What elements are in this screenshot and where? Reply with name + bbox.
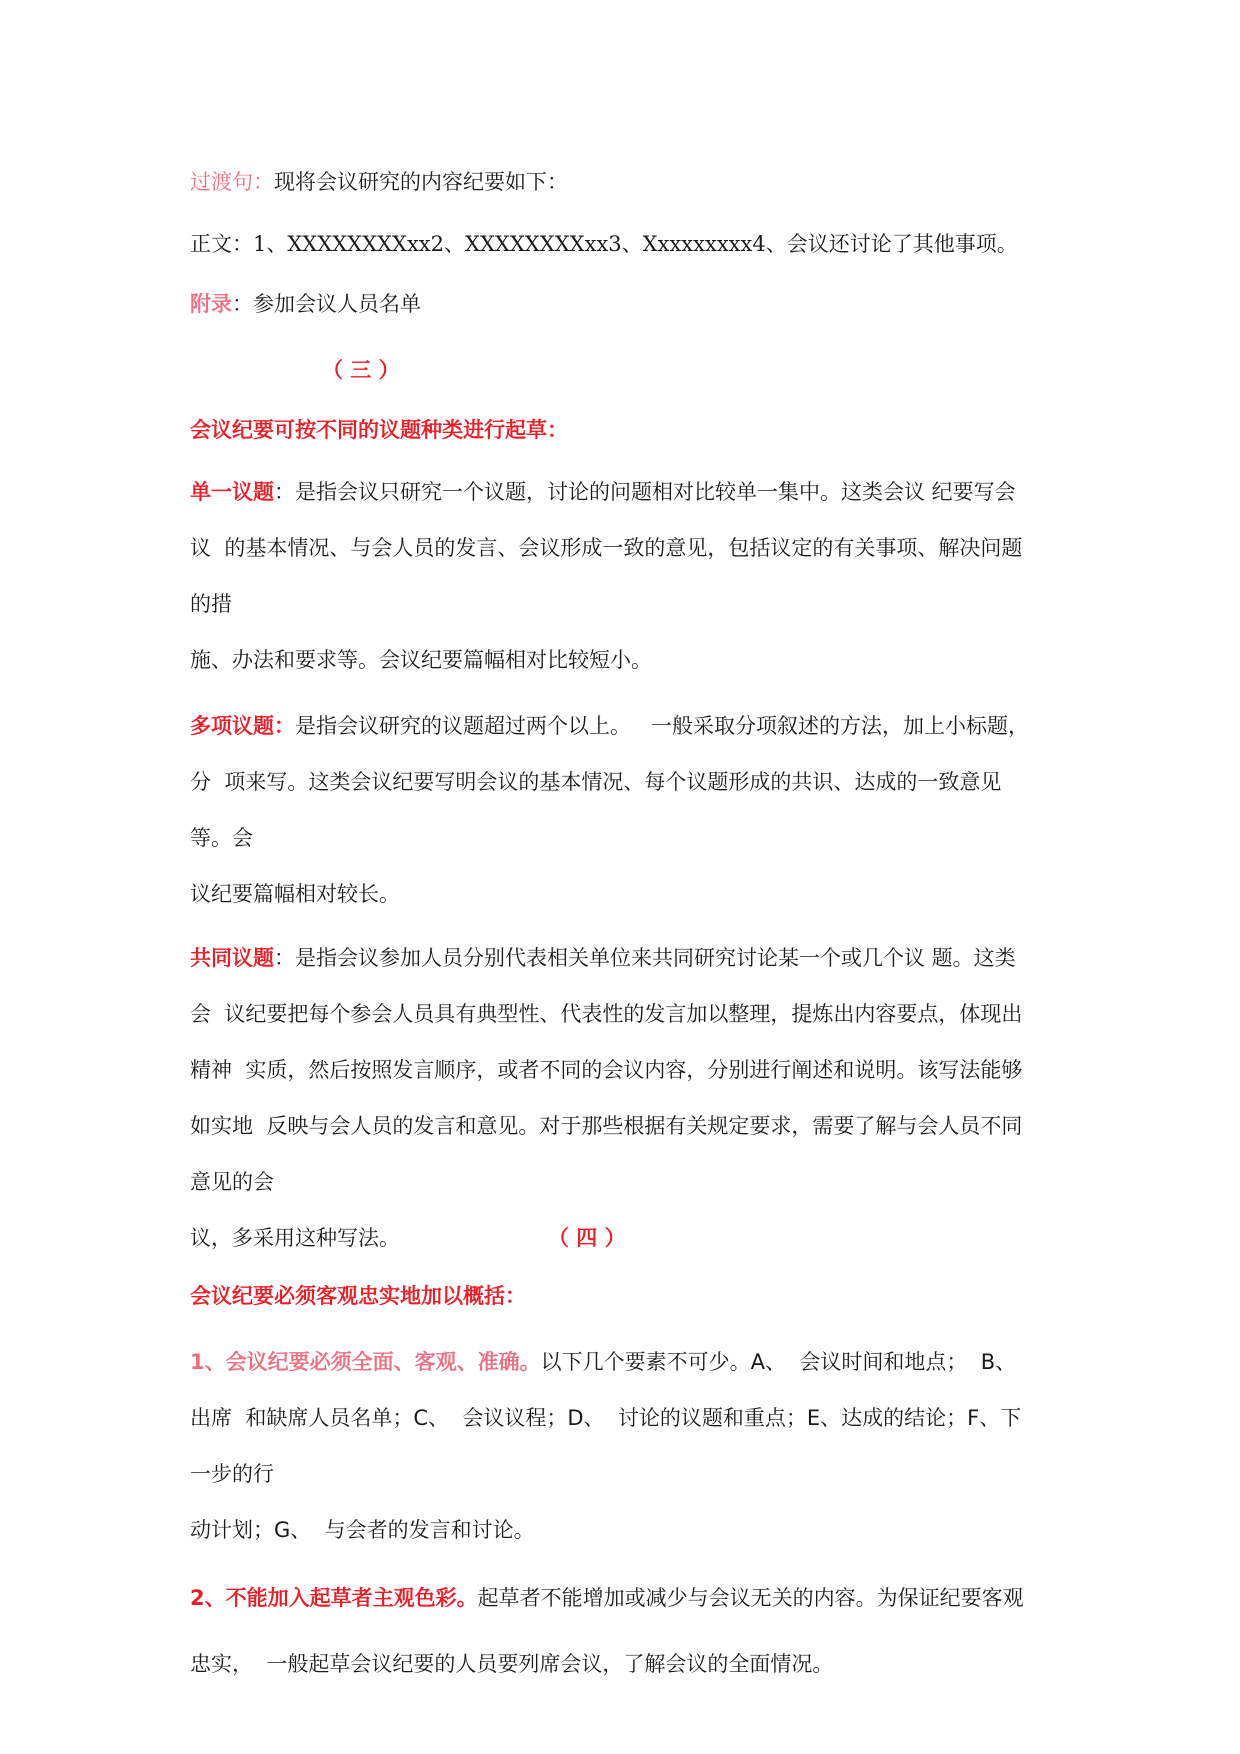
multiple-topic-label: 多项议题：	[190, 714, 295, 738]
item-one-line-1	[190, 1348, 1016, 1376]
single-topic-line-1	[190, 478, 1016, 506]
transition-text: 现将会议研究的内容纪要如下：	[274, 170, 568, 194]
multiple-topic-line-2: 分 项来写。这类会议纪要写明会议的基本情况、每个议题形成的共识、达成的一致意见	[190, 770, 1002, 794]
common-topic-line-6: 议，多采用这种写法。	[190, 1226, 400, 1250]
single-topic-text-1: ：是指会议只研究一个议题，讨论的问题相对比较单一集中。这类会议 纪要写会	[274, 480, 1016, 504]
appendix-label: 附录	[190, 292, 232, 316]
single-topic-label: 单一议题	[190, 480, 274, 504]
item-one-label: 1、会议纪要必须全面、客观、准确。	[190, 1350, 541, 1374]
common-topic-line-3: 精神 实质，然后按照发言顺序，或者不同的会议内容，分别进行阐述和说明。该写法能够	[190, 1058, 1023, 1082]
common-topic-line-2: 会 议纪要把每个参会人员具有典型性、代表性的发言加以整理，提炼出内容要点，体现出	[190, 1002, 1023, 1026]
section-four-number: （ 四 ）	[548, 1226, 626, 1250]
multiple-topic-text-1: 是指会议研究的议题超过两个以上。 一般采取分项叙述的方法，加上小标题，	[295, 714, 1030, 738]
body-label: 正文：	[190, 232, 253, 256]
appendix-text: ：参加会议人员名单	[232, 292, 421, 316]
item-two-line-1	[190, 1584, 1024, 1612]
single-topic-line-3: 的措	[190, 592, 232, 616]
multiple-topic-line-1	[190, 712, 1029, 740]
item-two-text-1: 起草者不能增加或减少与会议无关的内容。为保证纪要客观	[477, 1586, 1024, 1610]
item-one-line-4: 动计划；G、 与会者的发言和讨论。	[190, 1518, 535, 1542]
single-topic-line-2: 议 的基本情况、与会人员的发言、会议形成一致的意见，包括议定的有关事项、解决问题	[190, 536, 1023, 560]
common-topic-line-4: 如实地 反映与会人员的发言和意见。对于那些根据有关规定要求，需要了解与会人员不同	[190, 1114, 1023, 1138]
section-three-number: （ 三 ）	[322, 358, 400, 382]
common-topic-text-1: ：是指会议参加人员分别代表相关单位来共同研究讨论某一个或几个议 题。这类	[274, 946, 1016, 970]
item-two-label: 2、不能加入起草者主观色彩。	[190, 1586, 478, 1610]
transition-label: 过渡句：	[190, 170, 274, 194]
multiple-topic-line-4: 议纪要篇幅相对较长。	[190, 882, 400, 906]
section-four-title: 会议纪要必须客观忠实地加以概括：	[190, 1284, 526, 1308]
single-topic-line-4: 施、办法和要求等。会议纪要篇幅相对比较短小。	[190, 648, 652, 672]
multiple-topic-line-3: 等。会	[190, 826, 253, 850]
item-two-line-2: 忠实， 一般起草会议纪要的人员要列席会议，了解会议的全面情况。	[190, 1652, 834, 1676]
item-one-text-1: 以下几个要素不可少。A、 会议时间和地点； B、	[540, 1350, 1017, 1374]
section-three-title: 会议纪要可按不同的议题种类进行起草：	[190, 418, 568, 442]
common-topic-line-5: 意见的会	[190, 1170, 274, 1194]
common-topic-line-1	[190, 944, 1016, 972]
common-topic-label: 共同议题	[190, 946, 274, 970]
transition-sentence	[190, 168, 568, 196]
body-text: 1、XXXXXXXXxx2、XXXXXXXXxx3、Xxxxxxxxx4、会议还讨论了其他事项。	[253, 232, 1018, 256]
item-one-line-3: 一步的行	[190, 1462, 274, 1486]
body-sentence	[190, 230, 1018, 258]
appendix-sentence	[190, 290, 421, 318]
item-one-line-2: 出席 和缺席人员名单；C、 会议议程；D、 讨论的议题和重点；E、达成的结论；F、下	[190, 1406, 1022, 1430]
